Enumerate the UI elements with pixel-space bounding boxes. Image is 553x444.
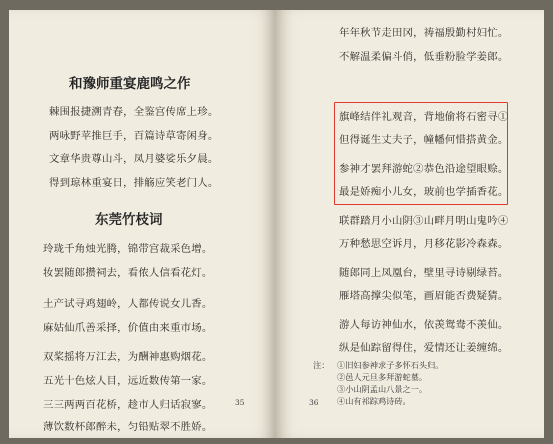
- poem2-title: 东莞竹枝词: [95, 212, 163, 228]
- highlighted-line: 参神才罢拜游蛇②恭色沿途望眼赊。: [339, 163, 509, 175]
- poem-line: 万种愁思空诉月，月移花影冷森森。: [339, 238, 509, 250]
- poem1-title: 和豫师重宴鹿鸣之作: [69, 76, 191, 92]
- poem2-line: 土产试寻鸡翅岭，人都传说女儿香。: [43, 298, 213, 310]
- poem2-line: 玲珑千角烛光腾，锦带宫裁采色增。: [43, 243, 213, 255]
- footnote: ②邑人元旦多拜游蛇墓。: [337, 372, 428, 382]
- poem2-line: 三三两两百花桥，趁市人归话寂寥。: [43, 399, 213, 411]
- poem1-line: 两咏野苹推巨手，百篇诗草寄闲身。: [49, 130, 219, 142]
- poem1-line: 棘围报捷溯青春，全鉴宫传席上珍。: [49, 106, 219, 118]
- footnote: ①旧妇参神求子多怀石头归。: [337, 360, 444, 370]
- footnote: ③小山阴孟山八景之一。: [337, 384, 428, 394]
- footnote: ④山有祁踪鸡诗砖。: [337, 396, 411, 406]
- left-page: [9, 10, 275, 438]
- poem-line: 纵是仙踪留得住，爱情还让姜缠绵。: [339, 342, 509, 354]
- poem2-line: 薄饮数杯郎醉未，匀铅贴翠不胜娇。: [43, 421, 213, 433]
- poem-line: 雁塔高撑尖似笔，画眉能否费疑猜。: [339, 290, 509, 302]
- poem-line: 游人每访神仙水，依羡鸳鸯不羡仙。: [339, 319, 509, 331]
- poem-line: 联群踏月小山阴③山畔月明山鬼吟④: [339, 215, 509, 227]
- page-number: 36: [309, 398, 319, 407]
- poem2-line: 五光十色炫人目，远近数传第一家。: [43, 375, 213, 387]
- poem2-line: 麻姑仙爪善采择，价值由来重市场。: [43, 322, 213, 334]
- poem1-line: 文章华贵尊山斗，凤月婆娑乐夕晨。: [49, 153, 219, 165]
- poem2-line: 双桨摇将万江去，为酬神惠购烟花。: [43, 351, 213, 363]
- poem-line: 不解温柔偏斗俏，低垂粉脸学姜郎。: [339, 51, 509, 63]
- right-page: [275, 10, 544, 438]
- highlighted-line: 最是娇痴小儿女，玻前也学插香花。: [339, 186, 509, 198]
- highlighted-line: 但得诞生丈夫子，幢幡何惜搭黄金。: [339, 134, 509, 146]
- poem-line: 年年秋节走田冈，祷福殷勤村妇忙。: [339, 27, 509, 39]
- poem1-line: 得到琼林重宴日，排觞应笑老门人。: [49, 177, 219, 189]
- poem-line: 随郎同上凤凰台，壁里寻诗剔绿苔。: [339, 267, 509, 279]
- notes-label: 注：: [313, 360, 330, 370]
- highlighted-line: 旗峰结伴礼观音，背地偷将石密寻①: [339, 111, 509, 123]
- poem2-line: 妆罢随郎攒祠去，看侬人信看花灯。: [43, 267, 213, 279]
- page-number: 35: [235, 398, 245, 407]
